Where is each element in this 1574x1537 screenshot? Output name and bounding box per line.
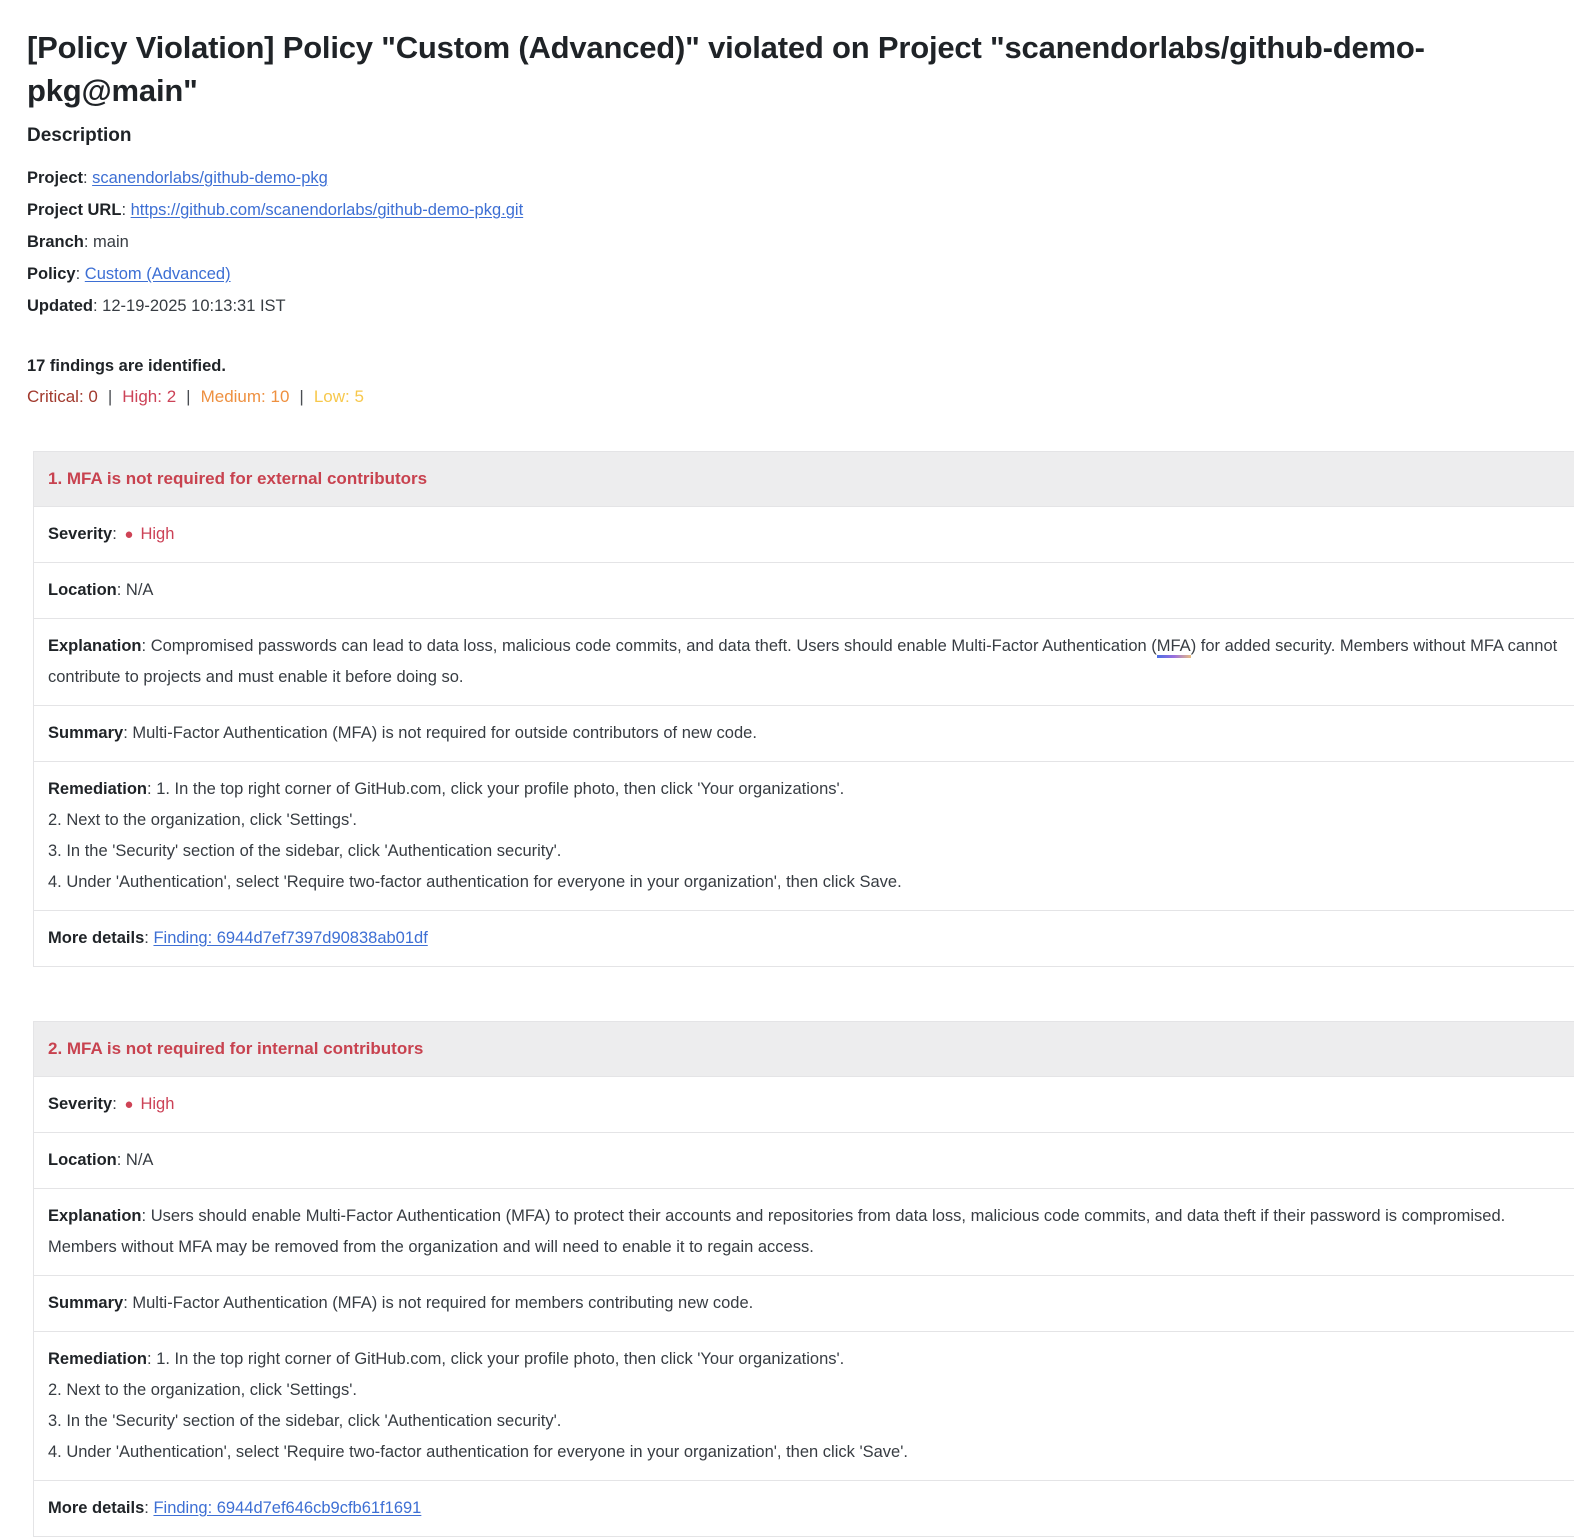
explanation-text: Compromised passwords can lead to data loss, malicious code commits, and data theft. Users should enable Multi-Factor Authentication ( [150, 637, 1157, 655]
finding-card-2 [33, 1021, 1574, 1537]
low-count: Low: 5 [313, 387, 364, 406]
meta-policy: Policy: Custom (Advanced) [27, 265, 231, 283]
severity-summary [27, 381, 1574, 413]
finding-1-severity-row: Severity: ● High [34, 507, 1574, 563]
remediation-step: 3. In the 'Security' section of the sidebar, click 'Authentication security'. [48, 1412, 562, 1430]
medium-count: Medium: 10 [200, 387, 290, 406]
remediation-step: Remediation: 1. In the top right corner of GitHub.com, click your profile photo, then click 'Your organizations'. [48, 780, 845, 798]
project-url-link[interactable]: https://github.com/scanendorlabs/github-demo-pkg.git [130, 201, 524, 219]
finding-2-title: 2. MFA is not required for internal contributors [34, 1022, 1574, 1077]
finding-link[interactable]: Finding: 6944d7ef7397d90838ab01df [153, 929, 428, 947]
remediation-step: 4. Under 'Authentication', select 'Require two-factor authentication for everyone in your organization', then click Save. [48, 873, 902, 891]
summary-text: Multi-Factor Authentication (MFA) is not required for outside contributors of new code. [132, 724, 757, 742]
location-value: N/A [125, 581, 154, 599]
description-heading: Description [27, 125, 132, 146]
severity-value: High [140, 1095, 175, 1113]
meta-updated: Updated: 12-19-2025 10:13:31 IST [27, 297, 286, 315]
page-title: [Policy Violation] Policy "Custom (Advanced)" violated on Project "scanendorlabs/github-demo-pkg@main" [27, 30, 1425, 108]
separator: | [186, 387, 191, 406]
finding-1-remediation-row [34, 762, 1574, 911]
remediation-step: 2. Next to the organization, click 'Settings'. [48, 1381, 357, 1399]
high-severity-dot-icon: ● [124, 526, 134, 543]
separator: | [107, 387, 113, 406]
policy-label: Policy [27, 265, 76, 283]
meta-project-url: Project URL: https://github.com/scanendorlabs/github-demo-pkg.git [27, 201, 524, 219]
project-label: Project [27, 169, 83, 187]
high-count: High: 2 [122, 387, 177, 406]
explanation-text: Users should enable Multi-Factor Authentication (MFA) to protect their accounts and repositories from data loss, malicious code commits, and data theft if their password is compromised. Members without MFA may be removed from the organization and will need to enable it to regain access. [48, 1207, 1506, 1256]
branch-value: main [93, 233, 129, 251]
updated-value: 12-19-2025 10:13:31 IST [102, 297, 286, 315]
location-value: N/A [125, 1151, 154, 1169]
remediation-step: 4. Under 'Authentication', select 'Require two-factor authentication for everyone in your organization', then click 'Save'. [48, 1443, 908, 1461]
finding-card-1 [33, 451, 1574, 967]
critical-count: Critical: 0 [27, 387, 98, 406]
finding-1-location-row: Location: N/A [34, 563, 1574, 619]
remediation-step: 2. Next to the organization, click 'Settings'. [48, 811, 357, 829]
finding-1-more-details-row: More details: Finding: 6944d7ef7397d90838ab01df [34, 911, 1574, 967]
policy-link[interactable]: Custom (Advanced) [84, 265, 231, 283]
meta-branch: Branch: main [27, 233, 129, 251]
remediation-step: Remediation: 1. In the top right corner of GitHub.com, click your profile photo, then click 'Your organizations'. [48, 1350, 845, 1368]
project-url-label: Project URL [27, 201, 122, 219]
remediation-step: 3. In the 'Security' section of the sidebar, click 'Authentication security'. [48, 842, 562, 860]
finding-1-title: 1. MFA is not required for external contributors [34, 452, 1574, 507]
finding-2-location-row: Location: N/A [34, 1133, 1574, 1189]
meta-project: Project: scanendorlabs/github-demo-pkg [27, 169, 328, 187]
finding-link[interactable]: Finding: 6944d7ef646cb9cfb61f1691 [153, 1499, 422, 1517]
finding-2-more-details-row: More details: Finding: 6944d7ef646cb9cfb61f1691 [34, 1481, 1574, 1537]
summary-text: Multi-Factor Authentication (MFA) is not required for members contributing new code. [132, 1294, 754, 1312]
finding-1-explanation-row: Explanation: Compromised passwords can lead to data loss, malicious code commits, and data theft. Users should enable Multi-Factor Authentication (MFA) for added security. Members without MFA cannot contribute to projects and must enable it before doing so. [34, 619, 1574, 706]
findings-headline: 17 findings are identified. [27, 357, 226, 375]
finding-2-remediation-row [34, 1332, 1574, 1481]
severity-value: High [140, 525, 175, 543]
explanation-text: ) for added security. Members without MFA cannot contribute to projects and must enable it before doing so. [48, 637, 1558, 686]
finding-2-summary-row: Summary: Multi-Factor Authentication (MFA) is not required for members contributing new code. [34, 1276, 1574, 1332]
high-severity-dot-icon: ● [124, 1096, 134, 1113]
finding-1-summary-row: Summary: Multi-Factor Authentication (MFA) is not required for outside contributors of new code. [34, 706, 1574, 762]
finding-2-explanation-row: Explanation: Users should enable Multi-Factor Authentication (MFA) to protect their accounts and repositories from data loss, malicious code commits, and data theft if their password is compromised. Members without MFA may be removed from the organization and will need to enable it to regain access. [34, 1189, 1574, 1276]
mfa-term-highlight: MFA [1157, 637, 1191, 658]
branch-label: Branch [27, 233, 84, 251]
separator: | [299, 387, 304, 406]
finding-2-severity-row: Severity: ● High [34, 1077, 1574, 1133]
project-link[interactable]: scanendorlabs/github-demo-pkg [92, 169, 328, 187]
updated-label: Updated [27, 297, 93, 315]
